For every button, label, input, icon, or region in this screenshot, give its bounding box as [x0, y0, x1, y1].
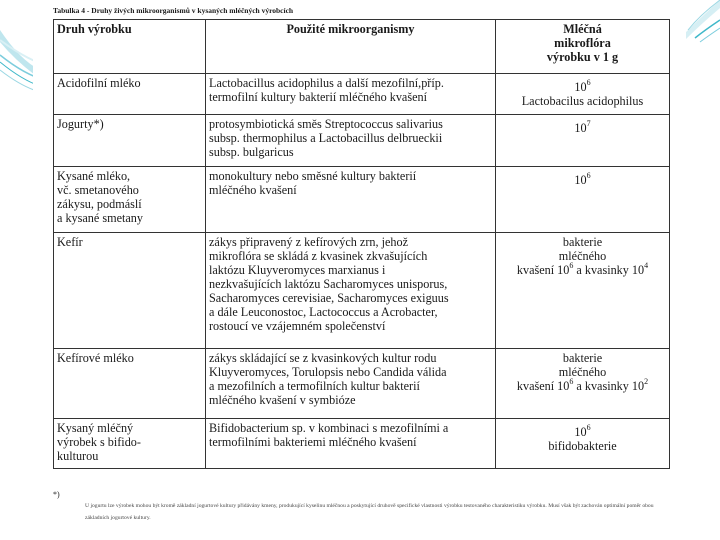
flora-cell [496, 167, 670, 233]
flora-cell [496, 349, 670, 419]
flora-cell [496, 115, 670, 167]
product-line: kulturou [57, 449, 99, 463]
micro-line: subsp. thermophilus a Lactobacillus delbrueckii [209, 131, 443, 145]
micro-cell [206, 349, 496, 419]
micro-line: zákys připravený z kefírových zrn, jehož [209, 235, 408, 249]
product-line: Acidofilní mléko [57, 76, 141, 90]
micro-line: protosymbiotická směs Streptococcus salivarius [209, 117, 443, 131]
flora-exponent: 6 [586, 171, 591, 180]
flora-cell [496, 419, 670, 469]
micro-line: Kluyveromyces, Torulopsis nebo Candida válida [209, 365, 447, 379]
product-cell [54, 167, 206, 233]
microorganisms-table [53, 19, 670, 469]
flora-text: a kvasinky 10 [573, 263, 645, 277]
product-line: a kysané smetany [57, 211, 143, 225]
flora-base: 10 [574, 173, 587, 187]
micro-line: Bifidobacterium sp. v kombinaci s mezofilními a [209, 421, 449, 435]
micro-cell [206, 74, 496, 115]
product-cell [54, 74, 206, 115]
product-line: vč. smetanového [57, 183, 139, 197]
flora-count [499, 80, 666, 94]
micro-line: a dále Leuconostoc, Lactococcus a Acrobacter, [209, 305, 438, 319]
table-row [54, 115, 670, 167]
flora-text: a kvasinky 10 [573, 379, 645, 393]
micro-line: laktózu Kluyveromyces marxianus i [209, 263, 386, 277]
micro-line: rostoucí ve vzájemném společenství [209, 319, 386, 333]
table-header-row [54, 20, 670, 74]
flora-exponent: 6 [586, 78, 591, 87]
product-cell [54, 349, 206, 419]
flora-exponent: 6 [569, 261, 574, 270]
flora-exponent: 6 [586, 423, 591, 432]
flora-line: bakterie [562, 351, 603, 365]
micro-cell [206, 115, 496, 167]
footnote-text: U jogurtu lze výrobek mohou být kromě základní jogurtové kultury přidávány kmeny, produkující kyselinu mléčnou a poskytující druhově specifické vlastnosti výrobku testovaného charakteristiku výrobku. Musí však být zachován optimální poměr obou základních jogurtové kultury. [85, 503, 654, 521]
flora-line: mléčného [558, 249, 607, 263]
header-microflora [496, 20, 670, 74]
micro-line: a mezofilních a termofilních kultur bakterií [209, 379, 420, 393]
flora-name: bifidobakterie [548, 439, 617, 453]
header-microflora-line: výrobku v 1 g [546, 50, 619, 64]
flora-base: 10 [574, 121, 587, 135]
header-microflora-line: mikroflóra [554, 36, 611, 50]
micro-cell [206, 419, 496, 469]
flora-line: mléčného [558, 365, 607, 379]
flora-exponent: 4 [644, 261, 649, 270]
micro-line: mléčného kvašení [209, 183, 297, 197]
flora-line [499, 379, 666, 393]
micro-line: mléčného kvašení v symbióze [209, 393, 356, 407]
flora-line: bakterie [562, 235, 603, 249]
flora-exponent: 6 [569, 377, 574, 386]
flora-count [499, 173, 666, 187]
product-line: zákysu, podmáslí [57, 197, 142, 211]
product-line: Kefírové mléko [57, 351, 134, 365]
header-microorganisms: Použité mikroorganismy [206, 20, 496, 74]
flora-cell [496, 233, 670, 349]
table-row [54, 419, 670, 469]
micro-line: nezkvašujících laktózu Sacharomyces unisporus, [209, 277, 448, 291]
flora-count [499, 425, 666, 439]
flora-text: kvašení 10 [516, 263, 570, 277]
micro-line: Lactobacillus acidophilus a další mezofilní,příp. [209, 76, 444, 90]
flora-line [499, 263, 666, 277]
micro-line: zákys skládající se z kvasinkových kultur rodu [209, 351, 437, 365]
document-page [33, 0, 686, 540]
product-line: Jogurty*) [57, 117, 104, 131]
flora-name: Lactobacilus acidophilus [521, 94, 644, 108]
micro-line: termofilními bakteriemi mléčného kvašení [209, 435, 417, 449]
product-line: Kefír [57, 235, 83, 249]
flora-exponent: 7 [586, 119, 591, 128]
micro-line: monokultury nebo směsné kultury bakterií [209, 169, 417, 183]
footnote-mark: *) [53, 490, 60, 499]
flora-base: 10 [574, 425, 587, 439]
table-row [54, 349, 670, 419]
micro-cell [206, 233, 496, 349]
table-caption: Tabulka 4 - Druhy živých mikroorganismů v kysaných mléčných výrobcích [53, 6, 294, 15]
product-cell [54, 115, 206, 167]
product-cell [54, 419, 206, 469]
table-row [54, 233, 670, 349]
micro-line: Sacharomyces cerevisiae, Sacharomyces exiguus [209, 291, 449, 305]
micro-cell [206, 167, 496, 233]
table-row [54, 167, 670, 233]
flora-cell [496, 74, 670, 115]
product-line: výrobek s bifido- [57, 435, 141, 449]
header-product: Druh výrobku [54, 20, 206, 74]
header-microflora-line: Mléčná [563, 22, 602, 36]
micro-line: termofilní kultury bakterií mléčného kvašení [209, 90, 427, 104]
micro-line: subsp. bulgaricus [209, 145, 294, 159]
product-line: Kysané mléko, [57, 169, 131, 183]
product-line: Kysaný mléčný [57, 421, 134, 435]
flora-exponent: 2 [644, 377, 649, 386]
flora-base: 10 [574, 80, 587, 94]
product-cell [54, 233, 206, 349]
flora-count [499, 121, 666, 135]
micro-line: mikroflóra se skládá z kvasinek zkvašujících [209, 249, 428, 263]
flora-text: kvašení 10 [516, 379, 570, 393]
table-row [54, 74, 670, 115]
